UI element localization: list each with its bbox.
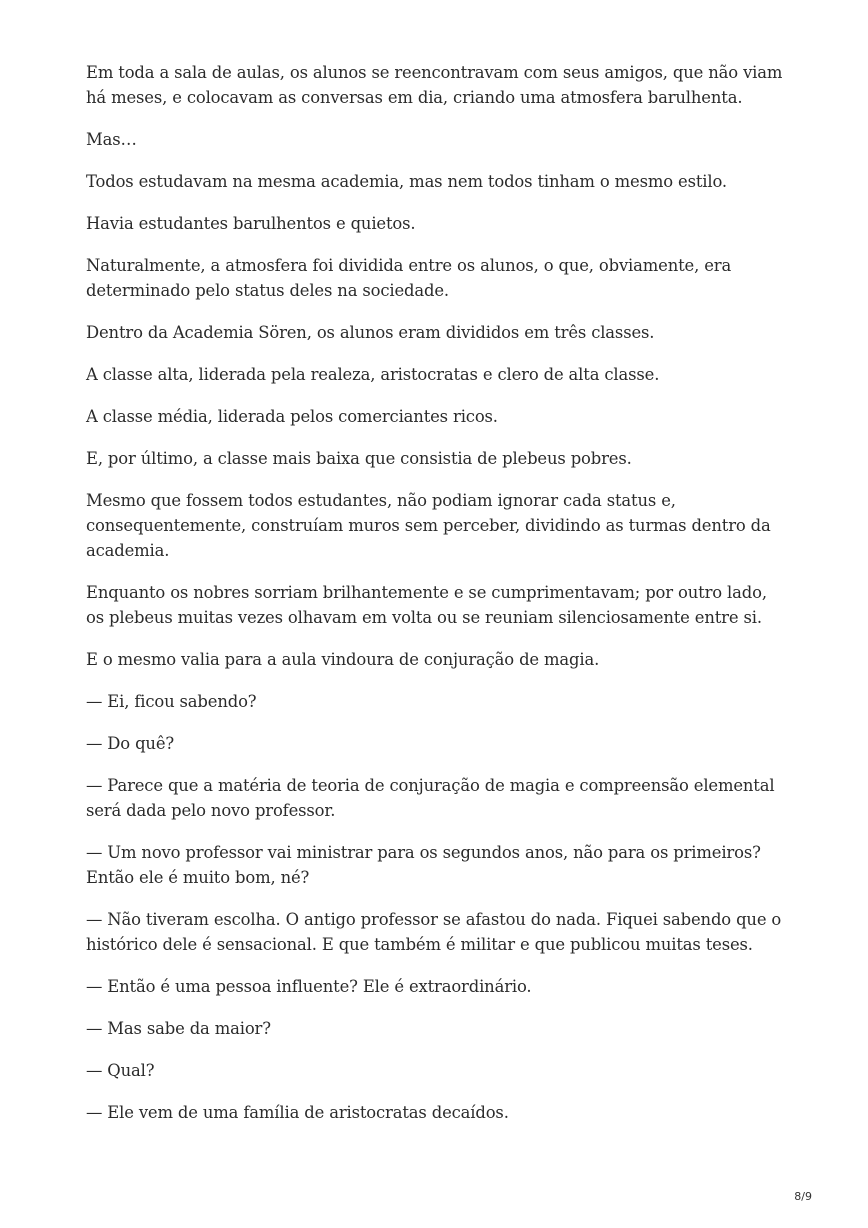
paragraph: Todos estudavam na mesma academia, mas nem todos tinham o mesmo estilo. [86,172,727,191]
dialogue-line: — Qual? [86,1061,155,1080]
dialogue-line: — Ele vem de uma família de aristocratas decaídos. [86,1103,509,1122]
paragraph: E o mesmo valia para a aula vindoura de conjuração de magia. [86,650,600,669]
dialogue-line: — Do quê? [86,734,175,753]
dialogue-line: — Um novo professor vai ministrar para os segundos anos, não para os primeiros? Então ele é muito bom, né? [86,843,761,887]
dialogue-line: — Então é uma pessoa influente? Ele é extraordinário. [86,977,532,996]
paragraph: Naturalmente, a atmosfera foi dividida entre os alunos, o que, obviamente, era determinado pelo status deles na sociedade. [86,256,732,300]
paragraph: Dentro da Academia Sören, os alunos eram divididos em três classes. [86,323,655,342]
paragraph: Em toda a sala de aulas, os alunos se reencontravam com seus amigos, que não viam há meses, e colocavam as conversas em dia, criando uma atmosfera barulhenta. [86,63,783,107]
paragraph: Mesmo que fossem todos estudantes, não podiam ignorar cada status e, consequentemente, construíam muros sem perceber, dividindo as turmas dentro da academia. [86,491,771,560]
paragraph: Havia estudantes barulhentos e quietos. [86,214,416,233]
paragraph: A classe média, liderada pelos comerciantes ricos. [86,407,498,426]
page-number: 8/9 [794,1190,812,1203]
paragraph: E, por último, a classe mais baixa que consistia de plebeus pobres. [86,449,632,468]
dialogue-line: — Mas sabe da maior? [86,1019,271,1038]
dialogue-line: — Ei, ficou sabendo? [86,692,257,711]
dialogue-line: — Não tiveram escolha. O antigo professor se afastou do nada. Fiquei sabendo que o histórico dele é sensacional. E que também é militar e que publicou muitas teses. [86,910,782,954]
paragraph: A classe alta, liderada pela realeza, aristocratas e clero de alta classe. [86,365,660,384]
dialogue-line: — Parece que a matéria de teoria de conjuração de magia e compreensão elemental será dada pelo novo professor. [86,776,775,820]
paragraph: Enquanto os nobres sorriam brilhantemente e se cumprimentavam; por outro lado, os plebeus muitas vezes olhavam em volta ou se reuniam silenciosamente entre si. [86,583,767,627]
paragraph: Mas… [86,130,137,149]
document-body [86,60,786,1142]
